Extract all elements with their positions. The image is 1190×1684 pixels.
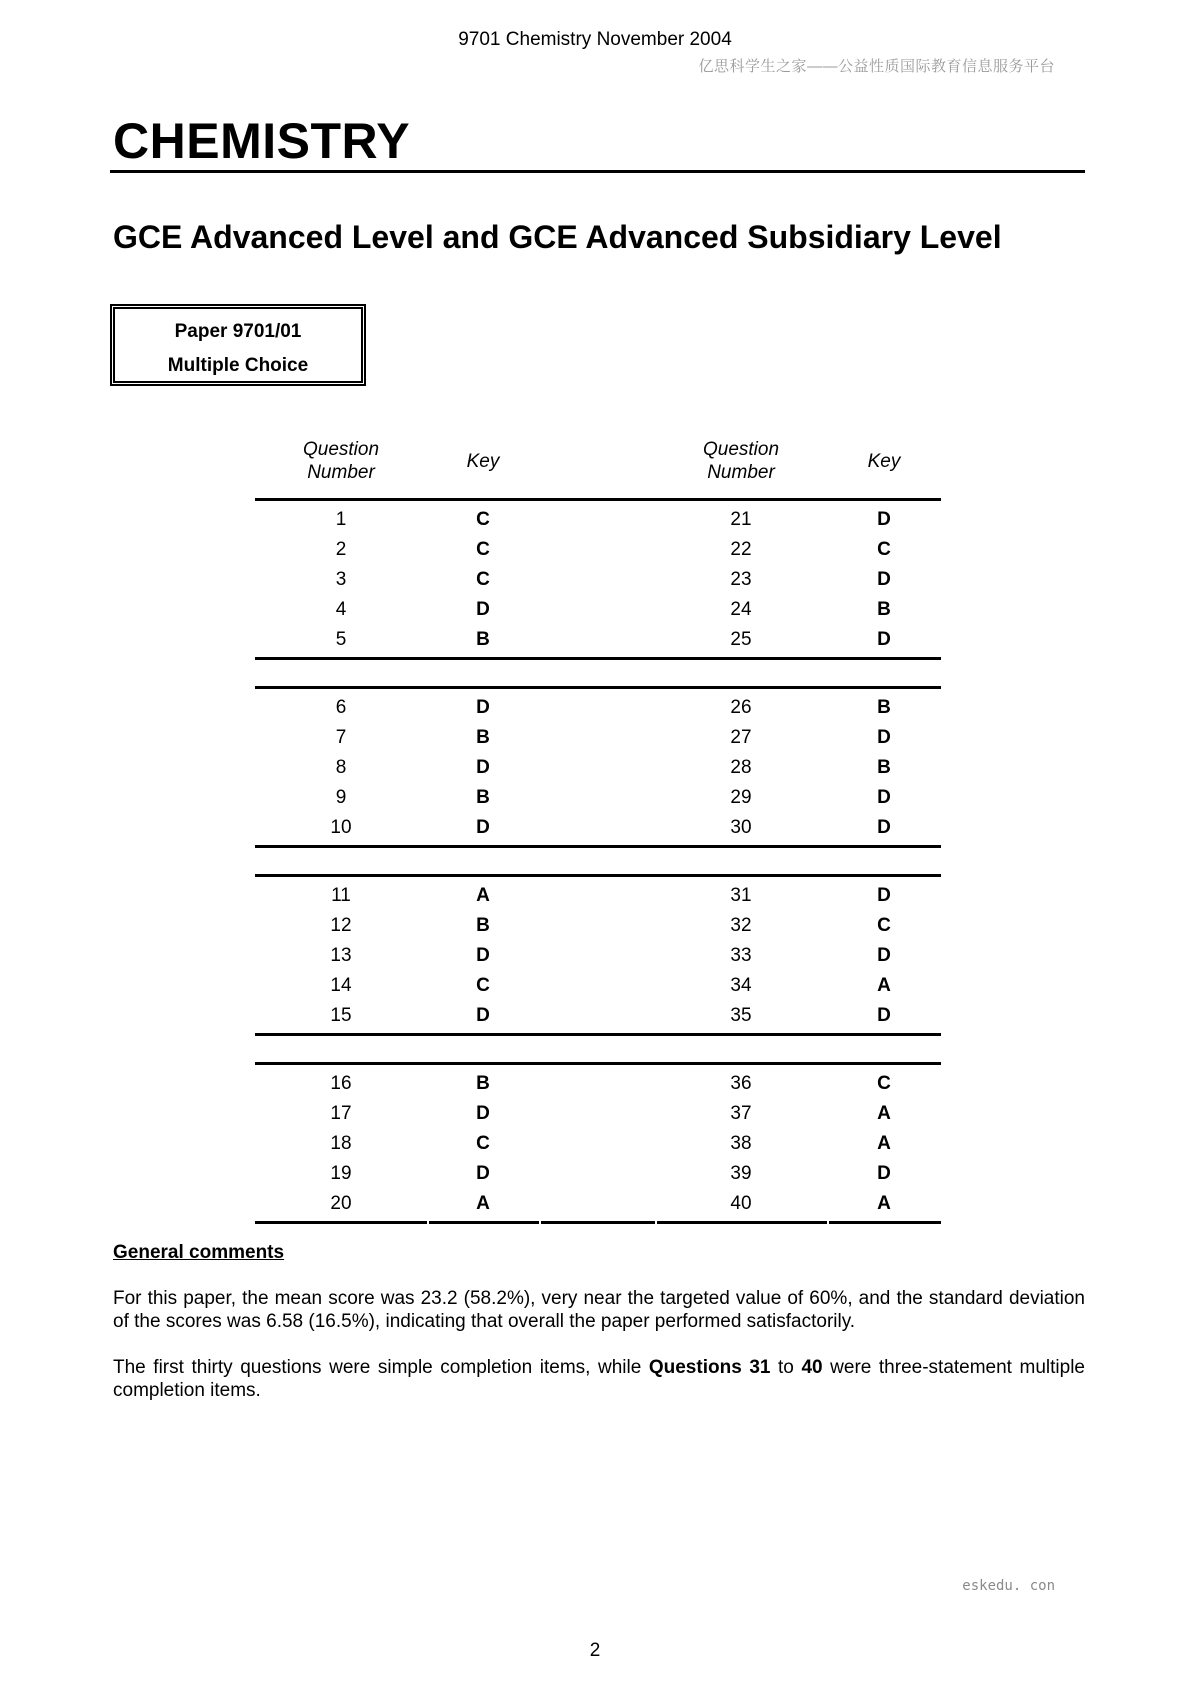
answer-key: D [476,1103,490,1124]
level-title: GCE Advanced Level and GCE Advanced Subsidiary Level [113,219,1002,255]
answer-key: B [476,727,490,748]
question-number: 12 [330,915,352,936]
answer-key: C [476,569,490,590]
answer-key: D [476,757,490,778]
question-number: 4 [335,599,347,620]
subject-title: CHEMISTRY [113,113,411,169]
answer-key: D [877,787,891,808]
question-number: 6 [335,697,347,718]
title-rule [110,170,1085,173]
table-row [255,881,941,911]
question-number: 8 [335,757,347,778]
page-number: 2 [589,1640,601,1661]
column-gap-mark [827,1221,829,1224]
footer-watermark: eskedu. con [962,1578,1055,1594]
question-number: 11 [331,885,351,906]
paper-code: Paper 9701/01 [174,321,302,342]
answer-key: C [877,915,891,936]
header-key-right: Key [867,451,901,472]
answer-key: B [476,629,490,650]
table-row [255,595,941,625]
answer-key-group [255,498,941,660]
question-number: 1 [335,509,347,530]
question-number: 32 [730,915,752,936]
question-number: 18 [330,1133,352,1154]
table-row [255,625,941,655]
question-number: 22 [730,539,752,560]
answer-key: A [877,1133,891,1154]
answer-key: C [476,539,490,560]
header-key-left: Key [466,451,500,472]
answer-key: A [877,975,891,996]
question-number: 38 [730,1133,752,1154]
question-number: 23 [730,569,752,590]
answer-key-table [255,438,941,1224]
answer-key: D [476,945,490,966]
answer-key: B [877,757,891,778]
table-row [255,941,941,971]
question-number: 29 [730,787,752,808]
answer-key: D [877,817,891,838]
question-number: 17 [330,1103,352,1124]
answer-key: D [877,945,891,966]
table-row [255,693,941,723]
question-number: 31 [730,885,752,906]
answer-key: D [877,1163,891,1184]
column-gap-mark [655,1221,657,1224]
paper-type: Multiple Choice [167,355,309,376]
table-row [255,783,941,813]
table-row [255,1001,941,1031]
table-row [255,813,941,843]
question-number: 14 [330,975,352,996]
answer-key: B [476,915,490,936]
table-row [255,1189,941,1219]
question-number: 19 [330,1163,352,1184]
answer-key: D [476,1005,490,1026]
column-gap-mark [539,1221,541,1224]
question-number: 13 [330,945,352,966]
table-row [255,971,941,1001]
question-number: 24 [730,599,752,620]
question-number: 10 [330,817,352,838]
answer-key: D [877,629,891,650]
running-header: 9701 Chemistry November 2004 [458,29,732,50]
answer-key: A [476,885,490,906]
answer-key: D [476,1163,490,1184]
general-comments-paragraph-2: The first thirty questions were simple completion items, while Questions 31 to 40 were three-statement multiple completion items. [113,1357,1085,1401]
question-number: 27 [730,727,752,748]
answer-key: B [877,599,891,620]
table-row [255,753,941,783]
question-number: 34 [730,975,752,996]
answer-key: C [877,539,891,560]
table-row [255,565,941,595]
general-comments-paragraph-1: For this paper, the mean score was 23.2 (58.2%), very near the targeted value of 60%, and the standard deviation of the scores was 6.58 (16.5%), indicating that overall the paper performed satisfactorily. [113,1288,1085,1332]
answer-key: D [877,1005,891,1026]
question-number: 16 [330,1073,352,1094]
table-row [255,1099,941,1129]
question-40-bold: 40 [801,1357,823,1378]
table-row [255,1159,941,1189]
question-number: 26 [730,697,752,718]
answer-key: D [476,697,490,718]
answer-key: A [877,1193,891,1214]
question-number: 2 [335,539,347,560]
header-question-number-left: Question Number [302,439,380,483]
table-row [255,505,941,535]
question-number: 36 [730,1073,752,1094]
answer-key-group [255,1062,941,1224]
table-row [255,911,941,941]
answer-key: B [877,697,891,718]
question-number: 9 [335,787,347,808]
question-number: 25 [730,629,752,650]
answer-key-groups [255,498,941,1224]
answer-key: C [476,1133,490,1154]
general-comments-heading: General comments [113,1242,285,1263]
question-number: 39 [730,1163,752,1184]
answer-key: C [476,509,490,530]
question-number: 5 [335,629,347,650]
table-row [255,535,941,565]
answer-key: D [877,885,891,906]
question-number: 20 [330,1193,352,1214]
column-gap-mark [427,1221,429,1224]
question-number: 7 [335,727,347,748]
question-number: 35 [730,1005,752,1026]
question-number: 21 [730,509,752,530]
answer-key: B [476,787,490,808]
answer-key: A [476,1193,490,1214]
paper-box [110,304,366,386]
question-number: 40 [730,1193,752,1214]
question-number: 37 [730,1103,752,1124]
question-number: 28 [730,757,752,778]
answer-key: D [877,727,891,748]
answer-key: B [476,1073,490,1094]
header-watermark: 亿思科学生之家——公益性质国际教育信息服务平台 [698,58,1055,75]
answer-key: A [877,1103,891,1124]
answer-key: D [476,817,490,838]
answer-key-group [255,686,941,848]
answer-key: C [476,975,490,996]
answer-key: C [877,1073,891,1094]
answer-key-group [255,874,941,1036]
answer-key-header [255,438,941,498]
question-number: 30 [730,817,752,838]
answer-key: D [476,599,490,620]
header-question-number-right: Question Number [702,439,780,483]
answer-key: D [877,569,891,590]
questions-31-bold: Questions 31 [648,1357,771,1378]
answer-key: D [877,509,891,530]
question-number: 3 [335,569,347,590]
table-row [255,1069,941,1099]
question-number: 33 [730,945,752,966]
table-row [255,1129,941,1159]
question-number: 15 [330,1005,352,1026]
table-row [255,723,941,753]
